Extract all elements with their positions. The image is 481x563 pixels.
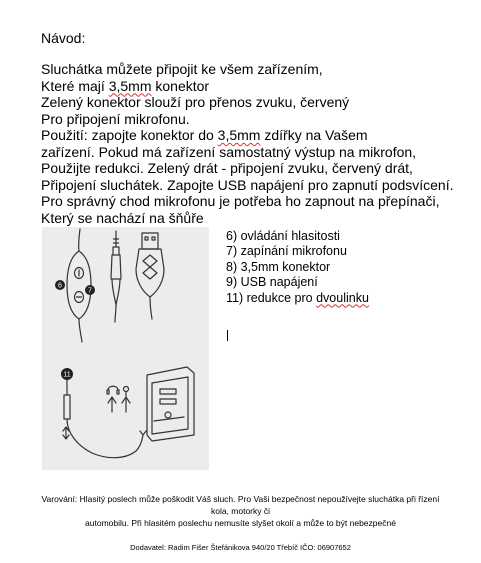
- legend-item: 11) redukce pro dvoulinku: [226, 290, 369, 305]
- callout-6: 6: [58, 282, 62, 290]
- audio-jack-plug: [111, 231, 121, 305]
- page-title: Návod:: [41, 30, 86, 46]
- instruction-line: Použití: zapojte konektor do 3,5mm zdířky na Vašem: [41, 127, 368, 143]
- instruction-line: Pro připojení mikrofonu.: [41, 110, 190, 127]
- cable-top: [79, 229, 80, 251]
- spellcheck-word: 3,5mm: [217, 127, 261, 143]
- warning-text: [0, 493, 481, 529]
- spellcheck-word: 3,5mm: [108, 77, 152, 94]
- instruction-line: Které mají 3,5mm konektor: [41, 77, 210, 94]
- instruction-line: Který se nachází na šňůře: [41, 209, 204, 226]
- legend-item: 6) ovládání hlasitosti: [226, 229, 340, 243]
- warning-line: automobilu. Při hlasitém poslechu nemusíte slyšet okolí a může to být nebezpečné: [85, 518, 396, 528]
- callout-11: 11: [63, 371, 71, 379]
- usb-plug: [142, 233, 158, 249]
- cable-middle: [79, 319, 82, 342]
- spellcheck-word: dvoulinku: [316, 290, 369, 305]
- instruction-line: Pro správný chod mikrofonu je potřeba ho zapnout na přepínači,: [41, 193, 440, 209]
- inline-controller: [67, 251, 91, 319]
- instruction-line: Připojení sluchátek. Zapojte USB napájení pro zapnutí podsvícení.: [41, 176, 454, 193]
- instruction-line: Sluchátka můžete připojit ke všem zařízením,: [41, 61, 323, 77]
- text-cursor: [227, 330, 228, 341]
- reducer-cable: [64, 377, 136, 458]
- legend-item: 7) zapínání mikrofonu: [226, 244, 347, 259]
- instruction-line: Zelený konektor slouží pro přenos zvuku, červený: [41, 94, 350, 110]
- instruction-line: zařízení. Pokud má zařízení samostatný výstup na mikrofon,: [41, 143, 417, 160]
- warning-line: Varování: Hlasitý poslech může poškodit Váš sluch. Pro Vaši bezpečnost nepoužívejte sluchátka při řízení: [41, 494, 440, 504]
- product-diagram-image: [42, 227, 209, 470]
- warning-line: kola, motorky či: [210, 506, 271, 516]
- legend-item: 9) USB napájení: [226, 275, 318, 290]
- callout-7: 7: [88, 287, 92, 295]
- legend-item: 8) 3,5mm konektor: [226, 259, 331, 274]
- instruction-line: Použijte redukci. Zelený drát - připojení zvuku, červený drát,: [41, 160, 413, 176]
- instructions-text: [41, 61, 477, 226]
- supplier-info: Dodavatel: Radim Fišer Štefánikova 940/20 Třebíč IČO: 06907652: [130, 543, 351, 552]
- diagram-legend: [226, 229, 369, 306]
